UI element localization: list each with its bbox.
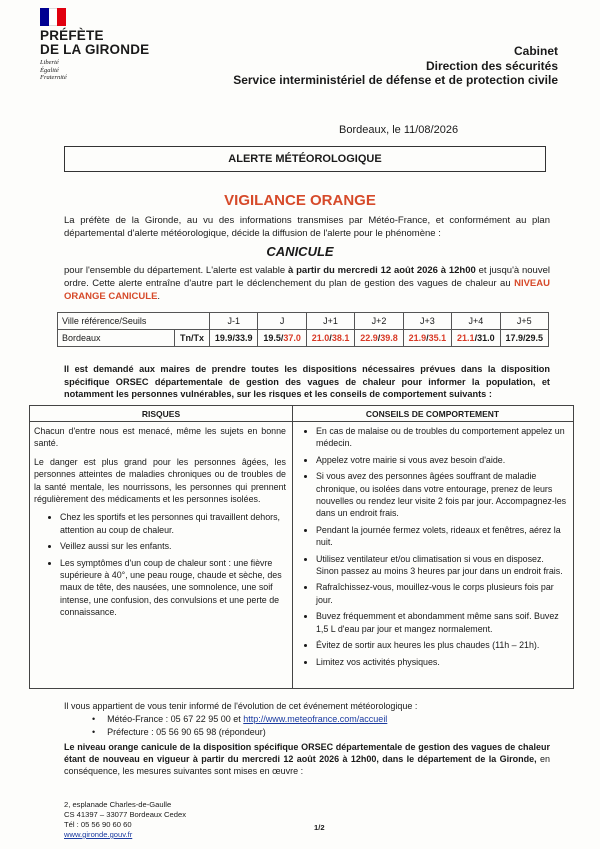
- motto-liberte: Liberté: [40, 59, 59, 66]
- risks-column: [34, 425, 286, 623]
- risks-list: [34, 511, 286, 618]
- footer-address1: 2, esplanade Charles-de-Gaulle: [64, 800, 172, 809]
- validity-paragraph: [64, 264, 550, 303]
- tn-value: 19.9: [214, 333, 233, 343]
- meteofrance-link[interactable]: http://www.meteofrance.com/accueil: [243, 714, 388, 724]
- org-name: [40, 29, 160, 57]
- tn-value: 22.9: [360, 333, 378, 343]
- day-header: J+1: [306, 313, 354, 330]
- meteo-contact: [92, 713, 550, 726]
- list-item: • Limitez vos activités physiques.: [316, 656, 568, 668]
- vigilance-level: VIGILANCE ORANGE: [224, 192, 376, 209]
- threshold-value: [403, 330, 451, 347]
- validity-date: à partir du mercredi 12 août 2026 à 12h00: [288, 265, 476, 276]
- day-header: J+4: [452, 313, 500, 330]
- threshold-value: [500, 330, 548, 347]
- value-separator: /: [377, 333, 381, 343]
- day-header: J: [258, 313, 306, 330]
- day-header: J+2: [355, 313, 403, 330]
- day-header: J-1: [210, 313, 258, 330]
- list-item: • Rafraîchissez-vous, mouillez-vous le corps plusieurs fois par jour.: [316, 581, 568, 606]
- final-bold: Le niveau orange canicule de la disposition spécifique ORSEC départementale de gestion des vagues de chaleur étant de nouveau en vigueur à partir du mercredi 12 août 2026 à 12h00, dans le département de la Gironde,: [64, 742, 550, 765]
- list-item: • Si vous avez des personnes âgées souffrant de maladie chronique, ou isolées dans votre entourage, prenez de leurs nouvelles ou rendez leur visite 2 fois par jour. Accompagnez-les dans un endroit frais.: [316, 470, 568, 520]
- thresholds-city-row: [58, 330, 549, 347]
- alert-title-box: [64, 146, 546, 172]
- tx-value: 31.0: [477, 333, 495, 343]
- list-item: • Pendant la journée fermez volets, rideaux et fenêtres, aérez la nuit.: [316, 524, 568, 549]
- tn-value: 21.0: [311, 333, 330, 343]
- final-rest: en conséquence, les mesures suivantes sont mises en œuvre :: [64, 754, 551, 777]
- prefecture-contact: • Préfecture : 05 56 90 65 98 (répondeur): [92, 726, 550, 739]
- footer-tel: Tél : 05 56 90 60 60: [64, 820, 132, 829]
- tn-value: 21.1: [457, 333, 475, 343]
- mayors-request: Il est demandé aux maires de prendre toutes les dispositions nécessaires prévues dans la disposition spécifique ORSEC départementale de gestion des vagues de chaleur pour informer la population, et notamment les personnes vulnérables, sur les risques et les conseils de comportement suivants :: [64, 364, 550, 399]
- column-divider: [292, 406, 293, 688]
- day-header: J+3: [403, 313, 451, 330]
- value-separator: /: [426, 333, 429, 343]
- header-service: Service interministériel de défense et de protection civile: [233, 73, 558, 87]
- list-item: • Veillez aussi sur les enfants.: [60, 540, 286, 552]
- list-item: • Les symptômes d'un coup de chaleur sont : une fièvre supérieure à 40°, une peau rouge, chaude et sèche, des maux de tête, des nausées, une somnolence, une soif intense, une confusion, des convulsions et une perte de connaissance.: [60, 557, 286, 619]
- list-item: • Évitez de sortir aux heures les plus chaudes (11h – 21h).: [316, 639, 568, 651]
- orange-level-label: NIVEAU ORANGE CANICULE: [64, 278, 550, 302]
- thresholds-header-row: [58, 313, 549, 330]
- motto-egalite: Égalité: [40, 66, 59, 74]
- list-item: • Appelez votre mairie si vous avez besoin d'aide.: [316, 454, 568, 466]
- threshold-value: [210, 330, 258, 347]
- page-number: 1/2: [314, 823, 325, 832]
- org-line1: PRÉFÈTE: [40, 28, 104, 43]
- intro-paragraph: La préfète de la Gironde, au vu des informations transmises par Météo-France, et conformément au plan départemental d'alerte météorologique, décide la diffusion de l'alerte pour le phénomène :: [64, 215, 550, 239]
- measure-label: Tn/Tx: [175, 330, 210, 347]
- advice-list: [300, 425, 568, 668]
- city-name: Bordeaux: [58, 330, 175, 347]
- info-section: [64, 700, 550, 739]
- day-header: J+5: [500, 313, 548, 330]
- header-cabinet: Cabinet: [513, 44, 558, 58]
- tn-value: 19.5: [263, 333, 281, 343]
- meteo-label: Météo-France : 05 67 22 95 00 et: [107, 714, 244, 724]
- footer: [64, 800, 186, 840]
- tn-value: 17.9: [505, 333, 523, 343]
- list-item: • En cas de malaise ou de troubles du comportement appelez un médecin.: [316, 425, 568, 450]
- risks-advice-box: [29, 405, 574, 689]
- thresholds-table: [57, 312, 549, 347]
- value-separator: /: [280, 333, 284, 343]
- threshold-value: [258, 330, 306, 347]
- list-item: • Utilisez ventilateur et/ou climatisation si vous en disposez. Sinon passez au moins 3 heures par jour dans un endroit frais.: [316, 553, 568, 578]
- risks-paragraph: Chacun d'entre nous est menacé, même les sujets en bonne santé.: [34, 426, 286, 449]
- final-paragraph: [64, 741, 550, 778]
- value-separator: /: [232, 333, 235, 343]
- department-header: [233, 44, 558, 88]
- validity-part2: et jusqu'à nouvel ordre. Cette alerte entraîne d'autre part le déclenchement du plan de gestion des vagues de chaleur au: [64, 265, 550, 289]
- tx-value: 38.1: [331, 333, 350, 343]
- info-intro: Il vous appartient de vous tenir informé de l'évolution de cet événement météorologique :: [64, 701, 418, 711]
- header-direction: Direction des sécurités: [425, 58, 558, 73]
- marianne-flag-icon: [40, 8, 66, 26]
- tx-value: 37.0: [283, 333, 301, 343]
- risks-advice-header: [30, 406, 573, 422]
- prefecture-logo: [40, 8, 160, 82]
- motto: [40, 59, 160, 82]
- motto-fraternite: Fraternité: [40, 74, 67, 81]
- tx-value: 29.5: [525, 333, 544, 343]
- threshold-value: [355, 330, 403, 347]
- tx-value: 39.8: [380, 333, 398, 343]
- thresholds-header-label: Ville référence/Seuils: [58, 313, 210, 330]
- tn-value: 21.9: [408, 333, 427, 343]
- footer-website-link[interactable]: www.gironde.gouv.fr: [64, 830, 133, 839]
- value-separator: /: [474, 333, 478, 343]
- value-separator: /: [329, 333, 332, 343]
- footer-address2: CS 41397 – 33077 Bordeaux Cedex: [64, 810, 187, 819]
- validity-part1: pour l'ensemble du département. L'alerte est valable: [64, 265, 289, 276]
- threshold-value: [306, 330, 354, 347]
- document-date: Bordeaux, le 11/08/2026: [339, 124, 459, 136]
- value-separator: /: [523, 333, 526, 343]
- validity-end: .: [157, 291, 161, 302]
- phenomene-title: CANICULE: [266, 244, 334, 259]
- risks-title: RISQUES: [141, 408, 181, 419]
- tx-value: 35.1: [428, 333, 447, 343]
- list-item: • Buvez fréquemment et abondamment même sans soif. Buvez 1,5 L d'eau par jour et mangez normalement.: [316, 610, 568, 635]
- risks-paragraph: Le danger est plus grand pour les personnes âgées, les personnes atteintes de maladies chroniques ou de troubles de la santé mentale, les nourrissons, les personnes qui prennent régulièrement des médicaments et les personnes isolées.: [34, 456, 286, 505]
- advice-title: CONSEILS DE COMPORTEMENT: [365, 408, 500, 419]
- threshold-value: [452, 330, 500, 347]
- org-line2: DE LA GIRONDE: [40, 42, 150, 57]
- tx-value: 33.9: [234, 333, 253, 343]
- info-list: [64, 713, 550, 739]
- list-item: • Chez les sportifs et les personnes qui travaillent dehors, attention au coup de chaleur.: [60, 511, 286, 536]
- alert-title: ALERTE MÉTÉOROLOGIQUE: [228, 153, 382, 165]
- advice-column: [300, 425, 568, 672]
